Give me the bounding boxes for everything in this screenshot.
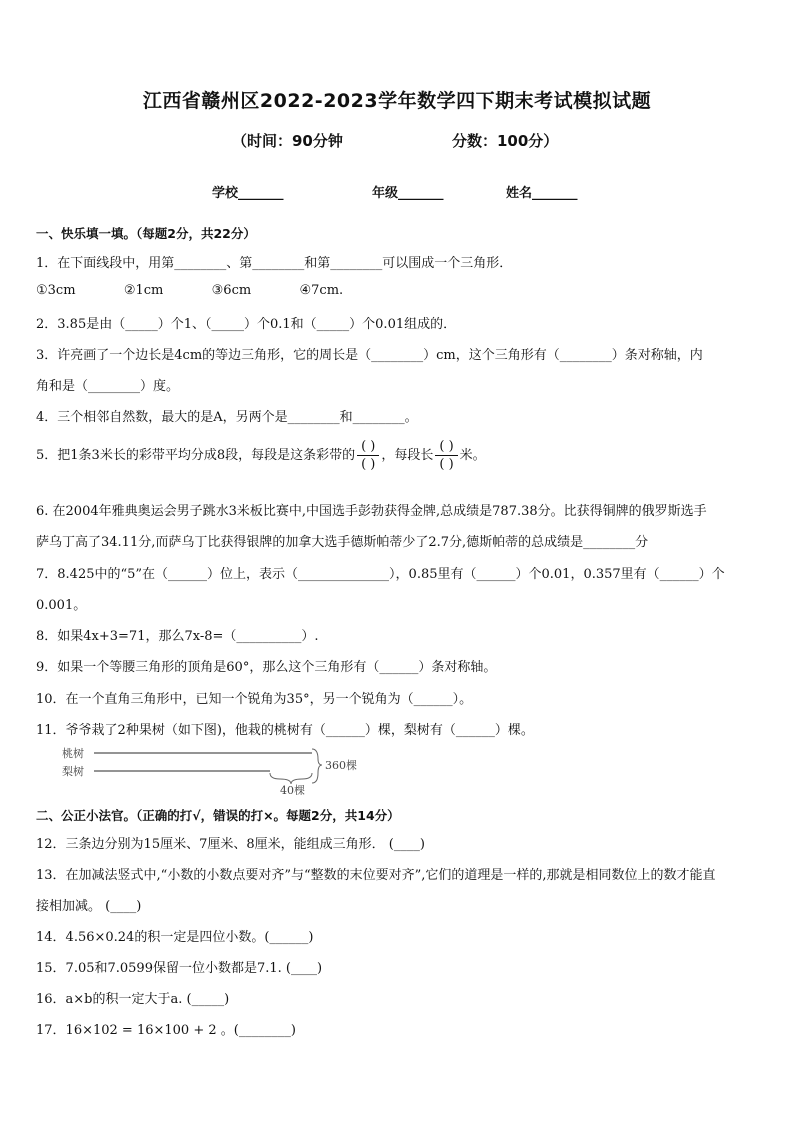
question-3-line-2: 角和是（________）度。 xyxy=(36,379,180,394)
question-11: 11．爷爷栽了2种果树（如下图)，他栽的桃树有（______）棵，梨树有（______）棵。 xyxy=(36,723,534,738)
question-5 xyxy=(36,438,486,473)
fraction-blank-1 xyxy=(357,438,379,473)
option-3: ③6cm xyxy=(211,283,252,298)
fraction-numerator: ( ) xyxy=(357,438,379,456)
fraction-blank-2 xyxy=(435,438,457,473)
question-6-line-2: 萨乌丁高了34.11分,而萨乌丁比获得银牌的加拿大选手德斯帕蒂少了2.7分,德斯帕蒂的总成绩是________分 xyxy=(36,535,649,550)
question-7-line-1: 7．8.425中的“5”在（______）位上，表示（______________），0.85里有（______）个0.01，0.357里有（______）个 xyxy=(36,567,725,582)
total-brace xyxy=(312,749,322,783)
question-4: 4．三个相邻自然数，最大的是A，另两个是________和________。 xyxy=(36,410,418,425)
question-6-line-1: 6. 在2004年雅典奥运会男子跳水3米板比赛中,中国选手彭勃获得金牌,总成绩是787.38分。比获得铜牌的俄罗斯选手 xyxy=(36,504,707,519)
pear-label: 梨树 xyxy=(62,765,84,778)
question-10: 10．在一个直角三角形中，已知一个锐角为35°，另一个锐角为（______）。 xyxy=(36,692,473,707)
school-field: 学校_______ xyxy=(212,186,284,201)
question-7-line-2: 0.001。 xyxy=(36,598,87,613)
section-2-heading: 二、公正小法官。（正确的打√，错误的打×。每题2分，共14分） xyxy=(36,808,400,823)
exam-score: 分数：100分） xyxy=(452,132,559,150)
question-14: 14．4.56×0.24的积一定是四位小数。(______) xyxy=(36,930,314,945)
question-1-options xyxy=(36,283,343,298)
fraction-numerator: ( ) xyxy=(435,438,457,456)
option-1: ①3cm xyxy=(36,283,76,298)
page-title: 江西省赣州区2022-2023学年数学四下期末考试模拟试题 xyxy=(142,90,652,112)
question-3-line-1: 3．许亮画了一个边长是4cm的等边三角形，它的周长是（________）cm，这个三角形有（________）条对称轴，内 xyxy=(36,348,703,363)
grade-field: 年级_______ xyxy=(372,186,444,201)
option-2: ②1cm xyxy=(123,283,164,298)
difference-brace xyxy=(270,773,312,784)
question-17: 17．16×102 = 16×100 + 2 。(________) xyxy=(36,1023,296,1038)
peach-label: 桃树 xyxy=(62,747,84,760)
question-13-line-2: 接相加减。 (____) xyxy=(36,899,142,914)
question-16: 16．a×b的积一定大于a. (_____) xyxy=(36,992,230,1007)
question-9: 9．如果一个等腰三角形的顶角是60°，那么这个三角形有（______）条对称轴。 xyxy=(36,660,497,675)
name-field: 姓名_______ xyxy=(506,186,578,201)
question-5-part-c: 米。 xyxy=(459,448,486,463)
question-2: 2．3.85是由（_____）个1、（_____）个0.1和（_____）个0.01组成的． xyxy=(36,317,457,332)
fruit-tree-diagram xyxy=(60,745,380,795)
question-13-line-1: 13．在加减法竖式中,“小数的小数点要对齐”与“整数的末位要对齐”,它们的道理是一样的,那就是相同数位上的数才能直 xyxy=(36,868,716,883)
section-1-heading: 一、快乐填一填。（每题2分，共22分） xyxy=(36,226,256,241)
total-label: 360棵 xyxy=(325,759,357,772)
question-5-part-b: ，每段长 xyxy=(381,448,434,463)
question-8: 8．如果4x+3=71，那么7x-8=（__________）. xyxy=(36,629,319,644)
question-1: 1．在下面线段中，用第________、第________和第________可以围成一个三角形． xyxy=(36,256,513,271)
exam-time: （时间：90分钟 xyxy=(232,132,343,150)
difference-label: 40棵 xyxy=(280,784,305,795)
question-15: 15．7.05和7.0599保留一位小数都是7.1. (____) xyxy=(36,961,323,976)
question-5-part-a: 5．把1条3米长的彩带平均分成8段，每段是这条彩带的 xyxy=(36,448,356,463)
question-12: 12．三条边分别为15厘米、7厘米、8厘米，能组成三角形． (____) xyxy=(36,837,425,852)
fraction-denominator: ( ) xyxy=(439,457,454,472)
fraction-denominator: ( ) xyxy=(361,457,376,472)
option-4: ④7cm. xyxy=(299,283,344,298)
